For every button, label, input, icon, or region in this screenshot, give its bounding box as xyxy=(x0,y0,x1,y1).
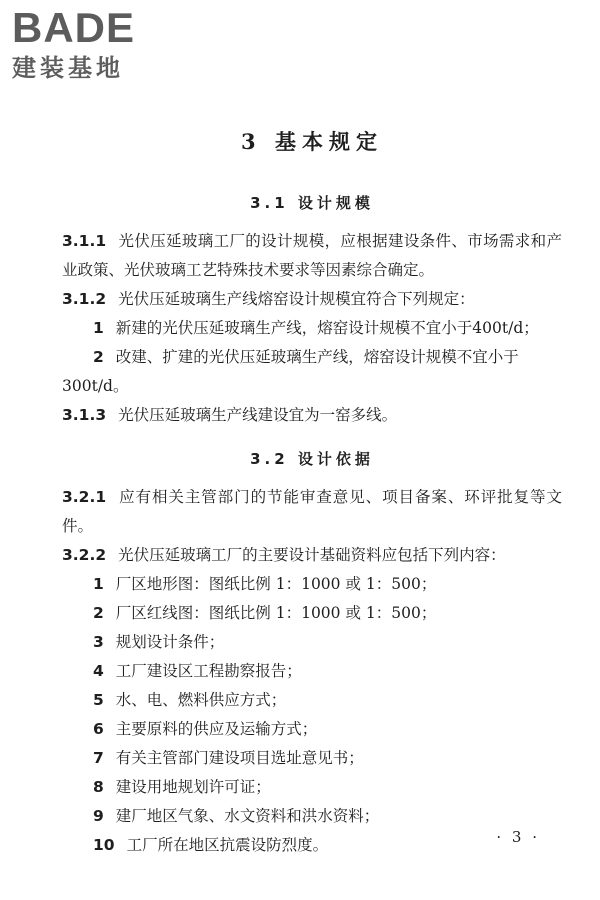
clause-number: 3.1.2 xyxy=(62,290,107,308)
logo-wordmark: BADE xyxy=(12,4,136,51)
clause-text: 光伏压延玻璃生产线熔窑设计规模宜符合下列规定： xyxy=(118,290,475,308)
item-text: 规划设计条件； xyxy=(115,633,225,651)
list-item xyxy=(62,657,562,686)
list-item xyxy=(62,343,562,401)
item-number: 5 xyxy=(93,691,104,709)
item-text: 厂区地形图：图纸比例 1：1000 或 1：500； xyxy=(115,575,437,593)
item-number: 10 xyxy=(93,836,115,854)
page-number: · 3 · xyxy=(496,828,540,846)
item-text: 厂区红线图：图纸比例 1：1000 或 1：500； xyxy=(115,604,437,622)
clause-3-1-3 xyxy=(62,401,562,430)
item-number: 2 xyxy=(93,348,104,366)
item-text: 水、电、燃料供应方式； xyxy=(115,691,287,709)
clause-number: 3.2.1 xyxy=(62,488,107,506)
clause-text: 应有相关主管部门的节能审查意见、项目备案、环评批复等文件。 xyxy=(62,488,562,535)
item-text: 工厂建设区工程勘察报告； xyxy=(115,662,302,680)
section-title-3-2: 3.2 设计依据 xyxy=(250,450,374,468)
logo-subtitle: 建装基地 xyxy=(12,54,124,82)
item-number: 2 xyxy=(93,604,104,622)
item-text: 工厂所在地区抗震设防烈度。 xyxy=(126,836,329,854)
item-number: 7 xyxy=(93,749,104,767)
list-item xyxy=(62,686,562,715)
list-item xyxy=(62,314,562,343)
chapter-title: 3 基本规定 xyxy=(241,129,383,154)
clause-text: 光伏压延玻璃工厂的设计规模，应根据建设条件、市场需求和产业政策、光伏玻璃工艺特殊技术要求等因素综合确定。 xyxy=(62,232,562,279)
section-title-3-1: 3.1 设计规模 xyxy=(250,194,374,212)
item-number: 1 xyxy=(93,575,104,593)
document-page xyxy=(62,126,562,860)
list-item xyxy=(62,628,562,657)
clause-3-2-2 xyxy=(62,541,562,570)
clause-number: 3.2.2 xyxy=(62,546,107,564)
item-text: 有关主管部门建设项目选址意见书； xyxy=(115,749,364,767)
clause-3-1-1 xyxy=(62,227,562,285)
item-text: 主要原料的供应及运输方式； xyxy=(115,720,318,738)
clause-3-2-1 xyxy=(62,483,562,541)
brand-logo xyxy=(12,6,174,86)
clause-number: 3.1.1 xyxy=(62,232,107,250)
item-text: 建设用地规划许可证； xyxy=(115,778,271,796)
item-number: 8 xyxy=(93,778,104,796)
clause-text: 光伏压延玻璃生产线建设宜为一窑多线。 xyxy=(118,406,398,424)
clause-text: 光伏压延玻璃工厂的主要设计基础资料应包括下列内容： xyxy=(118,546,506,564)
item-number: 4 xyxy=(93,662,104,680)
item-number: 1 xyxy=(93,319,104,337)
item-number: 6 xyxy=(93,720,104,738)
clause-3-1-2 xyxy=(62,285,562,314)
item-text: 改建、扩建的光伏压延玻璃生产线，熔窑设计规模不宜小于300t/d。 xyxy=(62,348,519,395)
list-item xyxy=(62,744,562,773)
list-item xyxy=(62,802,562,831)
list-item xyxy=(62,831,562,860)
list-item xyxy=(62,570,562,599)
list-item xyxy=(62,599,562,628)
item-number: 3 xyxy=(93,633,104,651)
item-text: 建厂地区气象、水文资料和洪水资料； xyxy=(115,807,380,825)
list-item xyxy=(62,773,562,802)
item-number: 9 xyxy=(93,807,104,825)
list-item xyxy=(62,715,562,744)
item-text: 新建的光伏压延玻璃生产线，熔窑设计规模不宜小于400t/d； xyxy=(115,319,539,337)
clause-number: 3.1.3 xyxy=(62,406,107,424)
